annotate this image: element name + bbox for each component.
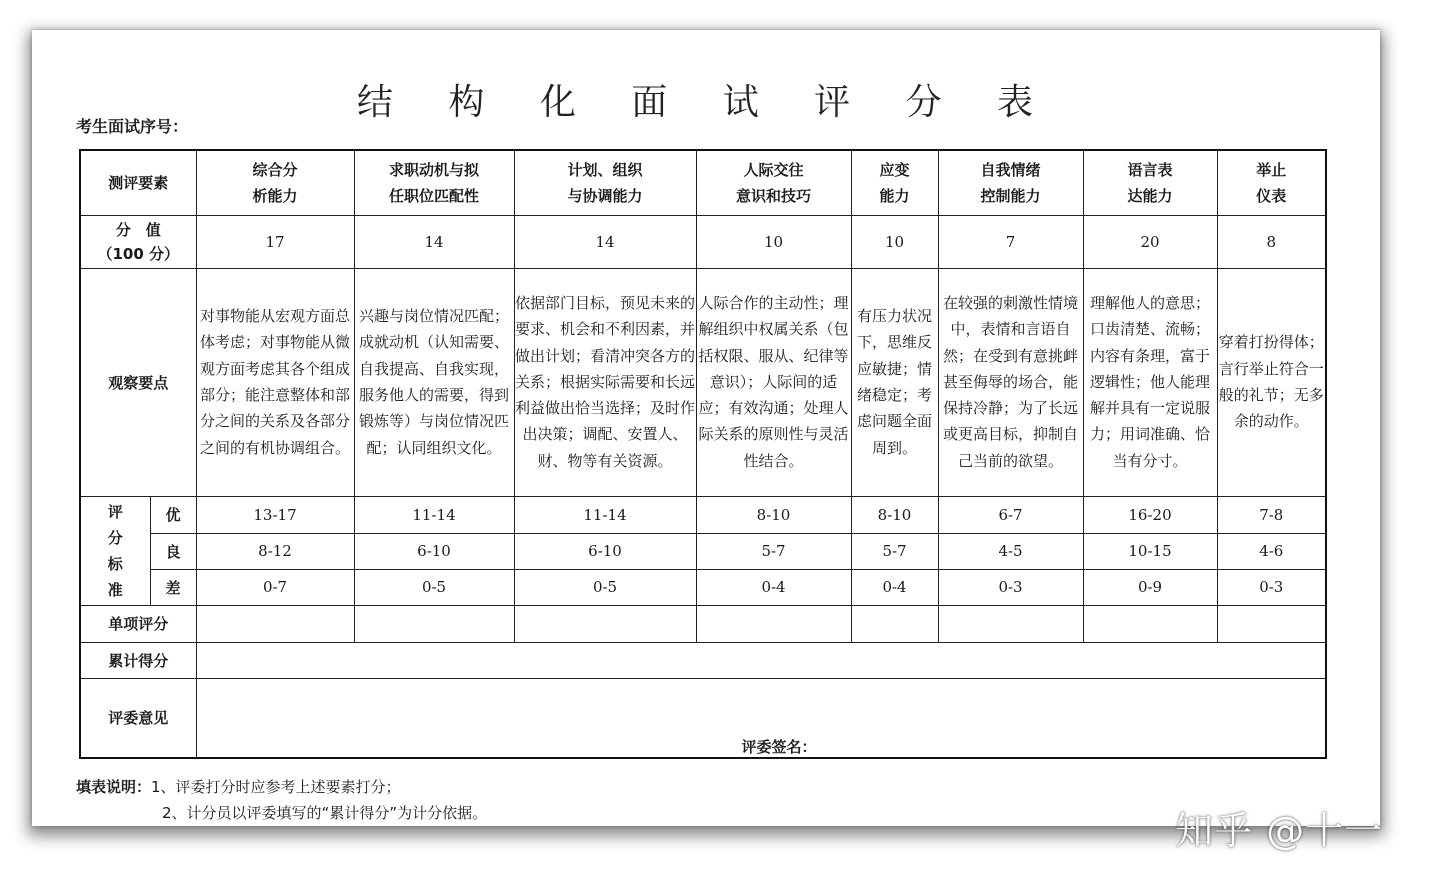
score-value: 20 [1083, 215, 1217, 268]
grade-range: 6-7 [938, 496, 1083, 533]
opinion-area [197, 679, 1326, 758]
single-score-cell[interactable] [696, 605, 851, 642]
signature-label: 评委签名： [741, 738, 817, 756]
grade-row-good [80, 533, 1326, 569]
grade-label: 差 [150, 569, 196, 605]
score-value: 10 [851, 215, 938, 268]
observation-label: 观察要点 [80, 268, 196, 496]
observation-text: 穿着打扮得体；言行举止符合一般的礼节；无多余的动作。 [1217, 268, 1326, 496]
grade-range: 16-20 [1083, 496, 1217, 533]
score-value: 8 [1217, 215, 1326, 268]
observation-text: 兴趣与岗位情况匹配；成就动机（认知需要、自我提高、自我实现，服务他人的需要，得到锻炼等）与岗位情况匹配；认同组织文化。 [354, 268, 514, 496]
header-label: 测评要素 [80, 150, 196, 215]
total-score-cell[interactable] [196, 642, 1326, 678]
watermark: 知乎 @十一 [1175, 809, 1384, 853]
grade-range: 8-10 [851, 496, 938, 533]
header-item: 语言表 达能力 [1083, 150, 1217, 215]
grade-row-excellent [80, 496, 1326, 533]
observation-text: 有压力状况下，思维反应敏捷；情绪稳定；考虑问题全面周到。 [851, 268, 938, 496]
single-score-row [80, 605, 1326, 642]
opinion-row [80, 678, 1326, 758]
grade-range: 0-5 [514, 569, 696, 605]
total-score-label: 累计得分 [80, 642, 196, 678]
header-item: 应变 能力 [851, 150, 938, 215]
grade-range: 6-10 [514, 533, 696, 569]
observation-text: 在较强的刺激性情境中，表情和言语自然；在受到有意挑衅甚至侮辱的场合，能保持冷静；为了长远或更高目标，抑制自己当前的欲望。 [938, 268, 1083, 496]
score-value-row [80, 215, 1326, 268]
observation-text: 人际合作的主动性；理解组织中权属关系（包括权限、服从、纪律等意识）；人际间的适应；有效沟通；处理人际关系的原则性与灵活性结合。 [696, 268, 851, 496]
header-item: 计划、组织 与协调能力 [514, 150, 696, 215]
single-score-cell[interactable] [196, 605, 354, 642]
score-value: 17 [196, 215, 354, 268]
single-score-cell[interactable] [354, 605, 514, 642]
total-score-row [80, 642, 1326, 678]
single-score-cell[interactable] [1217, 605, 1326, 642]
grade-range: 8-12 [196, 533, 354, 569]
grade-range: 0-5 [354, 569, 514, 605]
notes-label: 填表说明： [76, 778, 152, 796]
single-score-cell[interactable] [851, 605, 938, 642]
score-sheet [32, 30, 1380, 826]
grade-range: 10-15 [1083, 533, 1217, 569]
header-item: 举止 仪表 [1217, 150, 1326, 215]
opinion-label: 评委意见 [80, 678, 196, 758]
single-score-cell[interactable] [1083, 605, 1217, 642]
grade-range: 0-3 [1217, 569, 1326, 605]
grade-range: 6-10 [354, 533, 514, 569]
observation-text: 依据部门目标，预见未来的要求、机会和不利因素，并做出计划；看清冲突各方的关系；根据实际需要和长远利益做出恰当选择；及时作出决策；调配、安置人、财、物等有关资源。 [514, 268, 696, 496]
grade-range: 0-4 [696, 569, 851, 605]
header-item: 求职动机与拟 任职位匹配性 [354, 150, 514, 215]
grade-range: 13-17 [196, 496, 354, 533]
grade-range: 5-7 [696, 533, 851, 569]
grade-label: 良 [150, 533, 196, 569]
grade-range: 5-7 [851, 533, 938, 569]
score-value: 7 [938, 215, 1083, 268]
score-value: 14 [354, 215, 514, 268]
grade-range: 8-10 [696, 496, 851, 533]
grade-range: 7-8 [1217, 496, 1326, 533]
note-text-2: 2、计分员以评委填写的“累计得分”为计分依据。 [162, 804, 488, 822]
header-item: 人际交往 意识和技巧 [696, 150, 851, 215]
header-item: 自我情绪 控制能力 [938, 150, 1083, 215]
single-score-cell[interactable] [514, 605, 696, 642]
score-value-label: 分 值 （100 分） [80, 215, 196, 268]
grade-label: 优 [150, 496, 196, 533]
grade-range: 0-4 [851, 569, 938, 605]
grade-range: 4-6 [1217, 533, 1326, 569]
scoring-standard-label: 评 分 标 准 [80, 496, 150, 605]
fill-instructions [76, 774, 487, 826]
grade-range: 11-14 [514, 496, 696, 533]
observation-text: 理解他人的意思；口齿清楚、流畅；内容有条理，富于逻辑性；他人能理解并具有一定说服力；用词准确、恰当有分寸。 [1083, 268, 1217, 496]
observation-text: 对事物能从宏观方面总体考虑；对事物能从微观方面考虑其各个组成部分；能注意整体和部分之间的关系及各部分之间的有机协调组合。 [196, 268, 354, 496]
single-score-label: 单项评分 [80, 605, 196, 642]
exam-number-label: 考生面试序号： [76, 117, 189, 136]
header-item: 综合分 析能力 [196, 150, 354, 215]
grade-range: 11-14 [354, 496, 514, 533]
note-text-1: 1、评委打分时应参考上述要素打分； [151, 778, 401, 796]
grade-range: 0-9 [1083, 569, 1217, 605]
header-row [80, 150, 1326, 215]
grade-range: 4-5 [938, 533, 1083, 569]
grade-row-poor [80, 569, 1326, 605]
opinion-cell[interactable] [196, 678, 1326, 758]
grade-range: 0-7 [196, 569, 354, 605]
score-value: 10 [696, 215, 851, 268]
score-value: 14 [514, 215, 696, 268]
observation-row [80, 268, 1326, 496]
single-score-cell[interactable] [938, 605, 1083, 642]
page-title: 结 构 化 面 试 评 分 表 [356, 82, 1056, 123]
scoring-table [79, 149, 1327, 759]
note-line-1 [76, 774, 487, 800]
grade-range: 0-3 [938, 569, 1083, 605]
